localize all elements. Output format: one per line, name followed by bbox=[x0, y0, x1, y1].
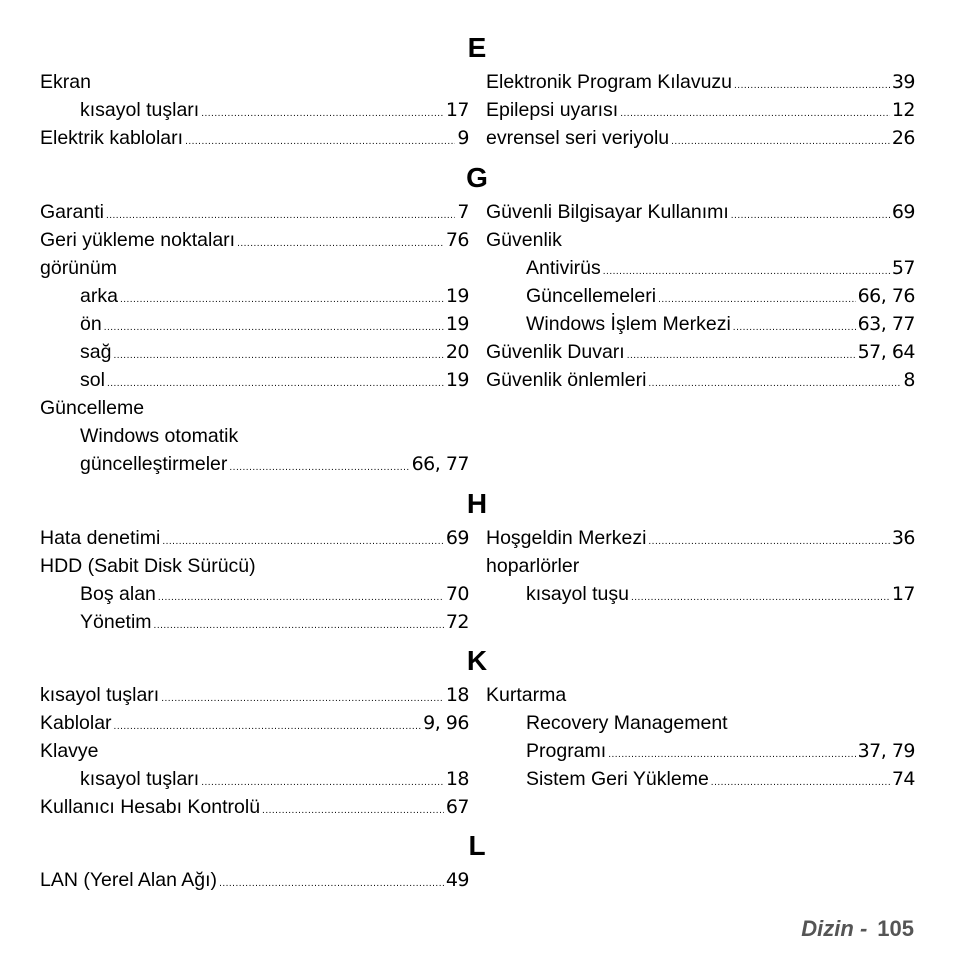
index-entry bbox=[526, 709, 915, 737]
entry-label: Geri yükleme noktaları bbox=[40, 229, 236, 251]
entry-page: 66, 77 bbox=[411, 453, 469, 475]
index-entry bbox=[80, 338, 469, 366]
entry-label: Windows İşlem Merkezi bbox=[526, 313, 731, 335]
entry-page: 12 bbox=[891, 99, 915, 121]
index-entry bbox=[526, 282, 915, 310]
page-number: 105 bbox=[877, 916, 914, 941]
entry-page: 9 bbox=[457, 127, 469, 149]
index-entry bbox=[40, 681, 469, 709]
entry-label: ön bbox=[80, 313, 102, 335]
entry-page: 20 bbox=[445, 341, 469, 363]
index-entry bbox=[80, 310, 469, 338]
entry-label: kısayol tuşları bbox=[80, 768, 200, 790]
entry-label: hoparlörler bbox=[486, 555, 580, 577]
index-entry bbox=[80, 765, 469, 793]
index-entry bbox=[40, 254, 469, 282]
index-entry bbox=[40, 198, 469, 226]
entry-label: kısayol tuşu bbox=[526, 583, 629, 605]
entry-label: kısayol tuşları bbox=[80, 99, 200, 121]
index-entry bbox=[486, 198, 915, 226]
dot-leader bbox=[711, 769, 890, 797]
index-entry bbox=[486, 96, 915, 124]
entry-label: sol bbox=[80, 369, 105, 391]
section-letter-e: E bbox=[467, 32, 487, 63]
entry-page: 49 bbox=[445, 869, 469, 891]
index-entry bbox=[526, 580, 915, 608]
entry-label: Kullanıcı Hesabı Kontrolü bbox=[40, 796, 261, 818]
index-entry bbox=[40, 793, 469, 821]
entry-label: Epilepsi uyarısı bbox=[486, 99, 619, 121]
entry-label: Programı bbox=[526, 740, 607, 762]
entry-label: Recovery Management bbox=[526, 712, 728, 734]
entry-page: 66, 76 bbox=[857, 285, 915, 307]
entry-label: Güncellemeleri bbox=[526, 285, 657, 307]
index-entry bbox=[80, 282, 469, 310]
index-entry bbox=[80, 608, 469, 636]
entry-page: 9, 96 bbox=[423, 712, 469, 734]
entry-label: Antivirüs bbox=[526, 257, 601, 279]
page-footer bbox=[801, 915, 914, 943]
index-entry bbox=[40, 226, 469, 254]
entry-label: Elektronik Program Kılavuzu bbox=[486, 71, 733, 93]
entry-label: HDD (Sabit Disk Sürücü) bbox=[40, 555, 256, 577]
entry-label: görünüm bbox=[40, 257, 117, 279]
section-letter-g: G bbox=[466, 162, 488, 193]
entry-label: Windows otomatik bbox=[80, 425, 239, 447]
entry-label: Garanti bbox=[40, 201, 104, 223]
index-entry bbox=[486, 124, 915, 152]
entry-label: Yönetim bbox=[80, 611, 152, 633]
index-entry bbox=[80, 96, 469, 124]
entry-page: 69 bbox=[891, 201, 915, 223]
dot-leader bbox=[185, 128, 455, 156]
entry-label: Boş alan bbox=[80, 583, 156, 605]
index-entry bbox=[40, 737, 469, 765]
entry-page: 39 bbox=[891, 71, 915, 93]
dot-leader bbox=[262, 797, 444, 825]
index-entry bbox=[40, 394, 469, 422]
entry-label: Kurtarma bbox=[486, 684, 567, 706]
section-letter-h: H bbox=[466, 488, 488, 519]
index-entry bbox=[526, 737, 915, 765]
entry-page: 18 bbox=[445, 684, 469, 706]
entry-label: evrensel seri veriyolu bbox=[486, 127, 670, 149]
entry-page: 69 bbox=[445, 527, 469, 549]
entry-label: güncelleştirmeler bbox=[80, 453, 228, 475]
dot-leader bbox=[154, 612, 444, 640]
entry-page: 67 bbox=[445, 796, 469, 818]
entry-label: Elektrik kabloları bbox=[40, 127, 184, 149]
index-entry bbox=[486, 68, 915, 96]
dot-leader bbox=[631, 584, 890, 612]
index-entry bbox=[526, 254, 915, 282]
index-entry bbox=[486, 366, 915, 394]
index-entry bbox=[486, 681, 915, 709]
index-entry bbox=[526, 310, 915, 338]
index-entry bbox=[40, 524, 469, 552]
entry-page: 19 bbox=[445, 313, 469, 335]
entry-page: 18 bbox=[445, 768, 469, 790]
index-entry bbox=[40, 68, 469, 96]
entry-page: 19 bbox=[445, 369, 469, 391]
index-entry bbox=[80, 580, 469, 608]
entry-page: 37, 79 bbox=[857, 740, 915, 762]
index-entry bbox=[486, 338, 915, 366]
section-letter-k: K bbox=[466, 645, 488, 676]
entry-label: kısayol tuşları bbox=[40, 684, 160, 706]
entry-label: Güvenlik önlemleri bbox=[486, 369, 647, 391]
dot-leader bbox=[229, 454, 409, 482]
index-entry bbox=[40, 552, 469, 580]
index-entry bbox=[40, 709, 469, 737]
section-letter-l: L bbox=[468, 830, 486, 861]
index-entry bbox=[526, 765, 915, 793]
index-entry bbox=[80, 366, 469, 394]
entry-page: 70 bbox=[445, 583, 469, 605]
entry-page: 7 bbox=[457, 201, 469, 223]
entry-label: sağ bbox=[80, 341, 112, 363]
entry-label: Kablolar bbox=[40, 712, 112, 734]
entry-page: 17 bbox=[891, 583, 915, 605]
entry-label: Hata denetimi bbox=[40, 527, 161, 549]
entry-page: 57, 64 bbox=[857, 341, 915, 363]
index-entry bbox=[486, 552, 915, 580]
entry-page: 72 bbox=[445, 611, 469, 633]
dot-leader bbox=[648, 370, 901, 398]
entry-label: LAN (Yerel Alan Ağı) bbox=[40, 869, 218, 891]
index-entry bbox=[80, 450, 469, 478]
entry-page: 63, 77 bbox=[857, 313, 915, 335]
entry-page: 76 bbox=[445, 229, 469, 251]
dot-leader bbox=[671, 128, 890, 156]
entry-label: Hoşgeldin Merkezi bbox=[486, 527, 647, 549]
entry-label: arka bbox=[80, 285, 118, 307]
entry-label: Ekran bbox=[40, 71, 91, 93]
footer-section-title: Dizin - bbox=[801, 916, 868, 941]
entry-label: Güvenlik Duvarı bbox=[486, 341, 625, 363]
index-entry bbox=[486, 226, 915, 254]
entry-page: 36 bbox=[891, 527, 915, 549]
entry-page: 57 bbox=[891, 257, 915, 279]
entry-label: Güncelleme bbox=[40, 397, 145, 419]
entry-label: Klavye bbox=[40, 740, 99, 762]
index-entry bbox=[40, 124, 469, 152]
entry-label: Güvenlik bbox=[486, 229, 562, 251]
entry-page: 17 bbox=[445, 99, 469, 121]
index-entry bbox=[486, 524, 915, 552]
dot-leader bbox=[219, 870, 444, 898]
entry-page: 26 bbox=[891, 127, 915, 149]
entry-page: 19 bbox=[445, 285, 469, 307]
entry-page: 74 bbox=[891, 768, 915, 790]
entry-label: Güvenli Bilgisayar Kullanımı bbox=[486, 201, 729, 223]
index-entry bbox=[80, 422, 469, 450]
index-entry bbox=[40, 866, 469, 894]
entry-page: 8 bbox=[903, 369, 915, 391]
entry-label: Sistem Geri Yükleme bbox=[526, 768, 709, 790]
